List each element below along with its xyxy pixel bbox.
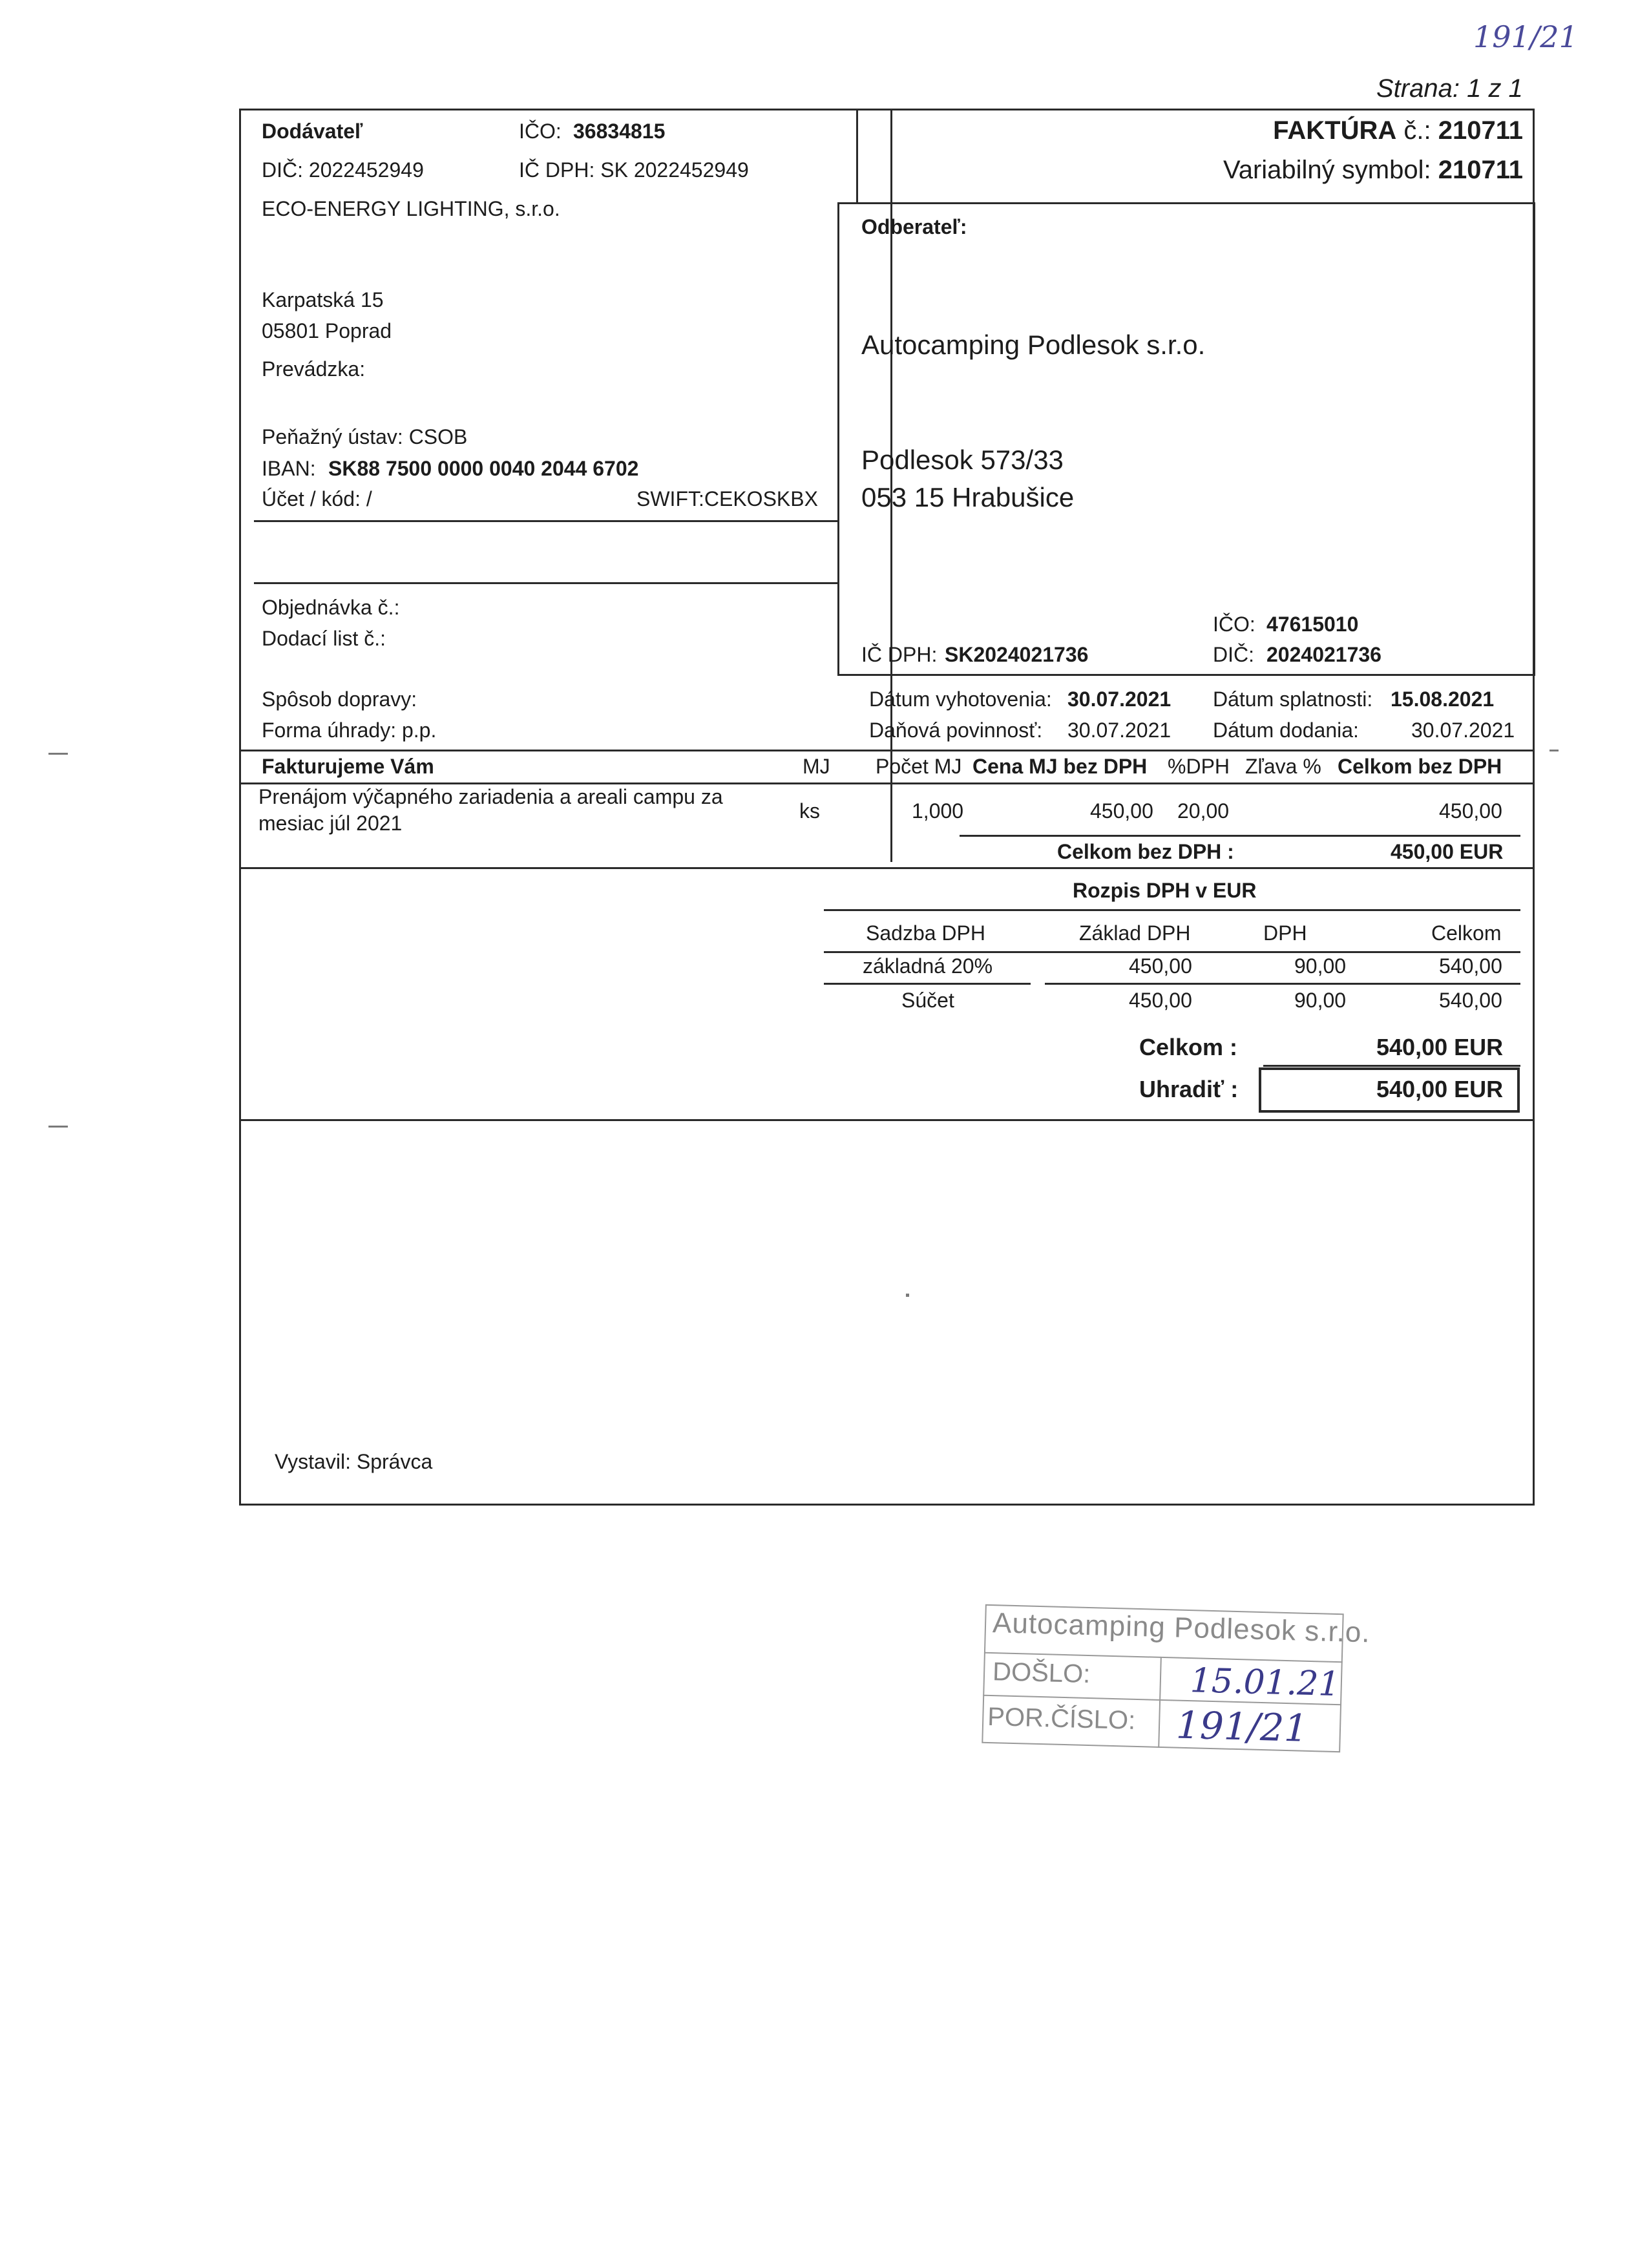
item-total: 450,00 (1439, 799, 1502, 823)
supplier-bank: Peňažný ústav: CSOB (262, 425, 468, 448)
vat-sum-total: 540,00 (1439, 989, 1502, 1012)
delivery-note: Dodací list č.: (262, 627, 386, 650)
tax-date-label: Daňová povinnosť: (869, 719, 1043, 742)
items-header-unit: MJ (803, 755, 830, 778)
divider (254, 520, 839, 522)
issue-date-label: Dátum vyhotovenia: (869, 688, 1052, 711)
customer-name: Autocamping Podlesok s.r.o. (861, 330, 1206, 360)
scan-mark (906, 1294, 909, 1297)
vat-row-rule (1045, 983, 1520, 985)
items-header-discount: Zľava % (1245, 755, 1321, 778)
stamp-reg-label: POR.ČÍSLO: (987, 1702, 1136, 1735)
supplier-city: 05801 Poprad (262, 319, 392, 342)
vat-row-total: 540,00 (1439, 954, 1502, 978)
supplier-street: Karpatská 15 (262, 288, 384, 311)
vat-row-rule (824, 983, 1031, 985)
supplier-swift: SWIFT:CEKOSKBX (636, 487, 818, 510)
vat-header-vat: DPH (1263, 921, 1307, 945)
supplier-iban: SK88 7500 0000 0040 2044 6702 (328, 457, 639, 480)
scan-mark (48, 1126, 68, 1128)
customer-ico: 47615010 (1266, 613, 1359, 636)
due-date: 15.08.2021 (1391, 688, 1495, 711)
supplier-account: Účet / kód: / (262, 487, 372, 510)
items-header-rule (239, 782, 1535, 784)
pay-label: Uhradiť : (1139, 1076, 1239, 1102)
customer-city: 053 15 Hrabušice (861, 482, 1075, 512)
vat-header-total: Celkom (1431, 921, 1502, 945)
invoice-number: 210711 (1438, 116, 1523, 145)
order-number: Objednávka č.: (262, 596, 400, 619)
supplier-iban-label: IBAN: (262, 457, 316, 480)
invoice-number-label: č.: (1403, 116, 1431, 145)
vat-row-base: 450,00 (1129, 954, 1192, 978)
vat-header-rate: Sadzba DPH (866, 921, 985, 945)
vat-row-vat: 90,00 (1294, 954, 1347, 978)
variable-symbol: 210711 (1438, 156, 1523, 184)
items-header-vat: %DPH (1168, 755, 1230, 778)
customer-ic-dph-label: IČ DPH: (861, 643, 938, 666)
item-description-line1: Prenájom výčapného zariadenia a areali campu za (258, 785, 723, 808)
item-vat: 20,00 (1177, 799, 1230, 823)
delivery-date: 30.07.2021 (1411, 719, 1515, 742)
stamp-reg-number: 191/21 (1175, 1703, 1309, 1750)
customer-heading: Odberateľ: (861, 215, 967, 238)
items-header-price: Cena MJ bez DPH (972, 755, 1148, 778)
stamp-company: Autocamping Podlesok s.r.o. (992, 1607, 1371, 1649)
stamp-received-label: DOŠLO: (992, 1657, 1091, 1689)
vat-title-rule (824, 909, 1520, 911)
supplier-ic-dph: IČ DPH: SK 2022452949 (519, 158, 749, 182)
customer-street: Podlesok 573/33 (861, 445, 1064, 475)
payment-method: Forma úhrady: p.p. (262, 719, 437, 742)
customer-ic-dph: SK2024021736 (945, 643, 1089, 666)
invoice-title: FAKTÚRA (1273, 116, 1397, 145)
items-bottom-rule (239, 867, 1535, 869)
item-qty: 1,000 (912, 799, 964, 823)
customer-dic-label: DIČ: (1213, 643, 1254, 666)
tax-date: 30.07.2021 (1067, 719, 1171, 742)
customer-box (837, 202, 1535, 676)
scan-mark (1549, 750, 1559, 751)
items-header-desc: Fakturujeme Vám (262, 755, 434, 778)
supplier-dic: DIČ: 2022452949 (262, 158, 424, 182)
transport-method: Spôsob dopravy: (262, 688, 417, 711)
vat-header-rule (824, 951, 1520, 953)
vat-sum-base: 450,00 (1129, 989, 1192, 1012)
supplier-ico: 36834815 (573, 120, 666, 143)
subtotal-rule (960, 835, 1520, 837)
customer-ico-label: IČO: (1213, 613, 1255, 636)
supplier-establishment: Prevádzka: (262, 357, 366, 381)
divider (254, 582, 839, 584)
issued-by: Vystavil: Správca (275, 1450, 433, 1473)
items-top-rule (239, 750, 1535, 751)
variable-symbol-label: Variabilný symbol: (1223, 156, 1431, 184)
delivery-date-label: Dátum dodania: (1213, 719, 1359, 742)
supplier-name: ECO-ENERGY LIGHTING, s.r.o. (262, 197, 560, 220)
handwritten-reference: 191/21 (1473, 19, 1578, 54)
issue-date: 30.07.2021 (1067, 688, 1171, 711)
vat-sum-label: Súčet (901, 989, 954, 1012)
pay-value: 540,00 EUR (1376, 1076, 1504, 1102)
subtotal-value: 450,00 EUR (1391, 840, 1504, 863)
total-label: Celkom : (1139, 1034, 1238, 1060)
items-header-qty: Počet MJ (876, 755, 962, 778)
total-rule (1263, 1065, 1520, 1067)
received-stamp (982, 1604, 1371, 1752)
vat-breakdown-title: Rozpis DPH v EUR (1073, 879, 1257, 902)
due-date-label: Dátum splatnosti: (1213, 688, 1373, 711)
vat-header-base: Základ DPH (1079, 921, 1191, 945)
item-unit: ks (799, 799, 820, 823)
vat-sum-vat: 90,00 (1294, 989, 1347, 1012)
supplier-ico-label: IČO: (519, 120, 562, 143)
item-description-line2: mesiac júl 2021 (258, 812, 403, 835)
items-header-total: Celkom bez DPH (1338, 755, 1502, 778)
vat-row-rate: základná 20% (863, 954, 993, 978)
scan-mark (48, 753, 68, 755)
totals-bottom-rule (239, 1119, 1535, 1121)
customer-dic: 2024021736 (1266, 643, 1381, 666)
variable-symbol-row (1223, 156, 1523, 185)
stamp-received-date: 15.01.21 (1190, 1661, 1341, 1705)
invoice-title-row (1273, 116, 1523, 145)
total-value: 540,00 EUR (1376, 1034, 1504, 1060)
supplier-heading: Dodávateľ (262, 120, 363, 143)
subtotal-label: Celkom bez DPH : (1057, 840, 1234, 863)
page-label: Strana: 1 z 1 (1376, 74, 1523, 103)
item-price: 450,00 (1090, 799, 1153, 823)
